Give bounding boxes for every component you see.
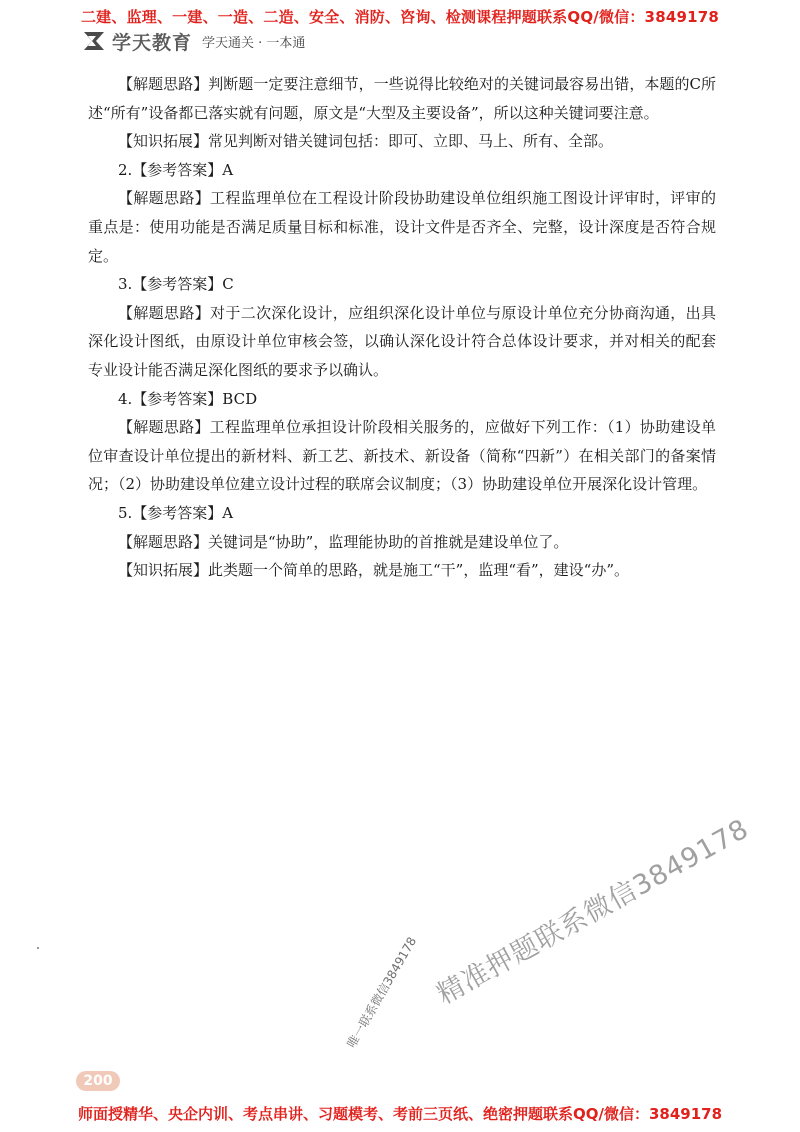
answer-line: 2.【参考答案】A <box>118 160 234 179</box>
paragraph: 【解题思路】工程监理单位承担设计阶段相关服务的，应做好下列工作：（1）协助建设单位审查设计单位提出的新材料、新工艺、新技术、新设备（简称“四新”）在相关部门的备案情况；（2）协助建设单位建立设计过程的联席会议制度；（3）协助建设单位开展深化设计管理。 <box>88 418 716 494</box>
paragraph: 【解题思路】对于二次深化设计，应组织深化设计单位与原设计单位充分协商沟通，出具深化设计图纸，由原设计单位审核会签，以确认深化设计符合总体设计要求，并对相关的配套专业设计能否满足深化图纸的要求予以确认。 <box>88 303 716 379</box>
paragraph: 【知识拓展】此类题一个简单的思路，就是施工“干”，监理“看”，建设“办”。 <box>118 561 630 580</box>
watermark-small: 唯一联系微信3849178 <box>344 934 420 1051</box>
paragraph: 【解题思路】关键词是“协助”，监理能协助的首推就是建设单位了。 <box>118 532 569 551</box>
answer-explanations <box>88 70 716 585</box>
top-banner: 二建、监理、一建、一造、二造、安全、消防、咨询、检测课程押题联系QQ/微信：3849178 <box>80 8 720 26</box>
page-header <box>82 28 305 54</box>
answer-line: 5.【参考答案】A <box>118 503 234 522</box>
paragraph: 【解题思路】工程监理单位在工程设计阶段协助建设单位组织施工图设计评审时，评审的重点是：使用功能是否满足质量目标和标准，设计文件是否齐全、完整，设计深度是否符合规定。 <box>88 189 716 265</box>
paragraph: 【知识拓展】常见判断对错关键词包括：即可、立即、马上、所有、全部。 <box>118 132 614 151</box>
paragraph: 【解题思路】判断题一定要注意细节，一些说得比较绝对的关键词最容易出错，本题的C所述“所有”设备都已落实就有问题，原文是“大型及主要设备”，所以这种关键词要注意。 <box>88 75 716 122</box>
stray-mark <box>37 947 39 949</box>
page-number: 200 <box>76 1071 120 1091</box>
watermark-large: 精准押题联系微信3849178 <box>431 813 755 1011</box>
xuetian-logo-icon <box>82 30 106 52</box>
answer-line: 4.【参考答案】BCD <box>118 389 258 408</box>
brand-name: 学天教育 <box>112 31 193 54</box>
book-tagline: 学天通关 · 一本通 <box>202 35 306 51</box>
bottom-banner: 师面授精华、央企内训、考点串讲、习题模考、考前三页纸、绝密押题联系QQ/微信：3849178 <box>77 1105 723 1123</box>
answer-line: 3.【参考答案】C <box>118 275 234 294</box>
